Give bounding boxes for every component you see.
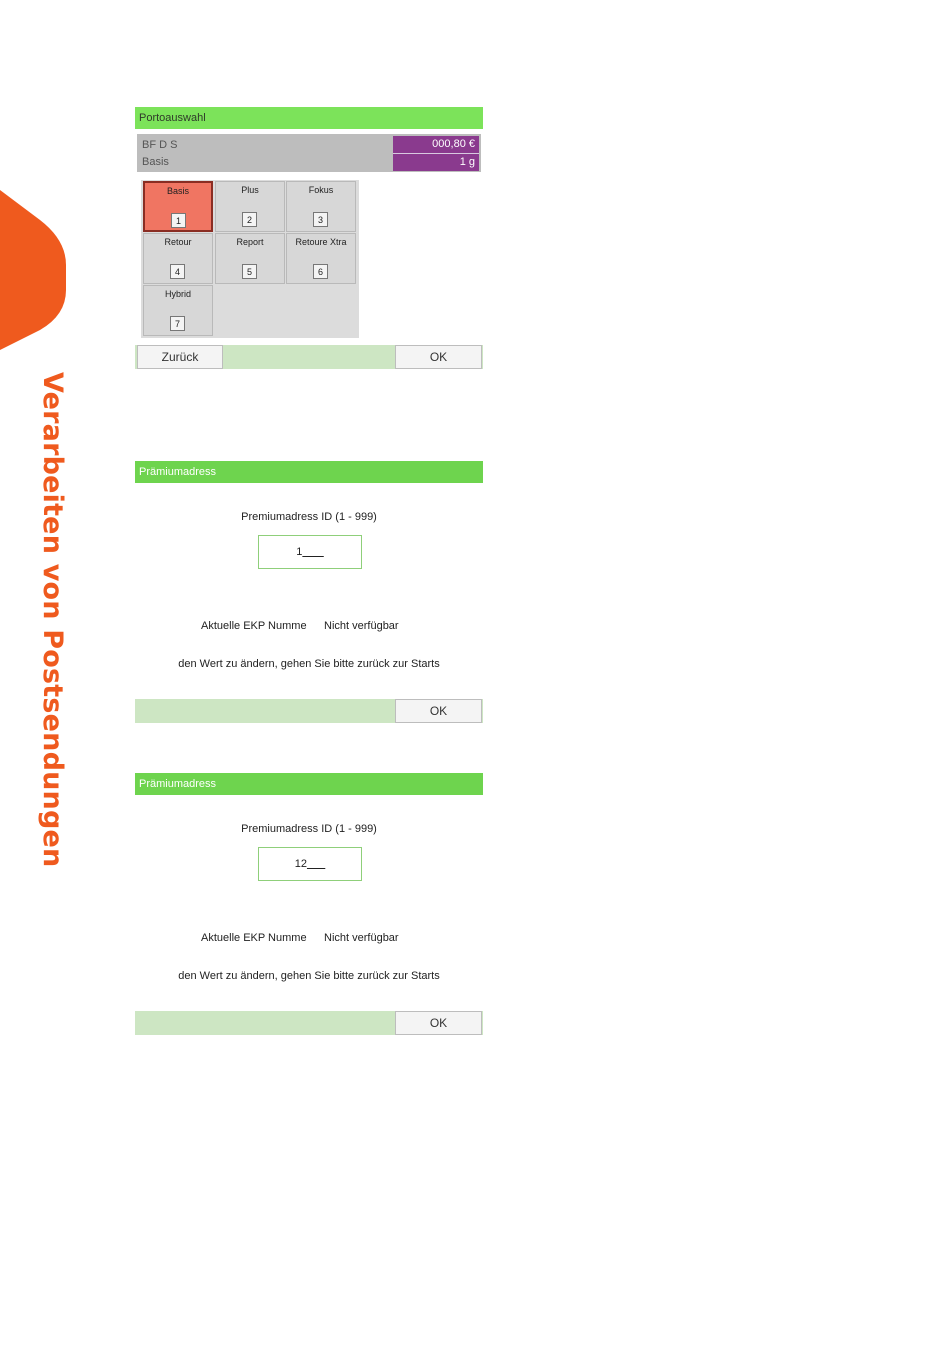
option-number: 4 [170, 264, 185, 279]
option-fokus[interactable] [286, 181, 356, 232]
option-number: 1 [171, 213, 186, 228]
option-plus[interactable] [215, 181, 285, 232]
field-label: Premiumadress ID (1 - 999) [241, 511, 377, 523]
premiumadress-screen [135, 773, 483, 1035]
option-label: Retour [164, 237, 192, 247]
option-retoure-xtra[interactable] [286, 233, 356, 284]
back-button[interactable]: Zurück [137, 345, 223, 369]
option-hybrid[interactable] [143, 285, 213, 336]
option-number: 2 [242, 212, 257, 227]
portoauswahl-screen [135, 107, 483, 369]
postage-display [393, 136, 479, 171]
bottom-bar [135, 699, 483, 723]
option-report[interactable] [215, 233, 285, 284]
option-number: 7 [170, 316, 185, 331]
option-label: Basis [166, 186, 189, 196]
postage-amount: 000,80 € [393, 136, 479, 154]
ekp-label: Aktuelle EKP Numme [201, 932, 307, 944]
bottom-bar [135, 1011, 483, 1035]
chapter-title: Verarbeiten von Postsendungen [37, 372, 68, 868]
input-value: 1 [296, 546, 303, 558]
option-number: 5 [242, 264, 257, 279]
ekp-value: Nicht verfügbar [324, 932, 399, 944]
hint-text: den Wert zu ändern, gehen Sie bitte zurück zur Starts [178, 970, 440, 982]
option-retour[interactable] [143, 233, 213, 284]
option-label: Plus [241, 185, 259, 195]
option-number: 6 [313, 264, 328, 279]
input-value: 12 [294, 858, 307, 870]
premiumadress-id-input[interactable] [258, 847, 362, 881]
product-code: BF D S [142, 139, 178, 151]
ok-button[interactable]: OK [395, 345, 482, 369]
ekp-value: Nicht verfügbar [324, 620, 399, 632]
ok-button[interactable]: OK [395, 699, 482, 723]
ok-button[interactable]: OK [395, 1011, 482, 1035]
chapter-tab [0, 190, 66, 350]
hint-text: den Wert zu ändern, gehen Sie bitte zurück zur Starts [178, 658, 440, 670]
premiumadress-id-input[interactable] [258, 535, 362, 569]
option-label: Hybrid [164, 289, 191, 299]
weight-value: 1 g [459, 156, 475, 168]
option-label: Report [236, 237, 264, 247]
screen-title: Prämiumadress [135, 773, 483, 795]
ekp-label: Aktuelle EKP Numme [201, 620, 307, 632]
screen-title: Portoauswahl [135, 107, 483, 129]
product-info-bar [137, 134, 481, 172]
option-label: Fokus [308, 185, 334, 195]
option-label: Retoure Xtra [295, 237, 347, 247]
field-label: Premiumadress ID (1 - 999) [241, 823, 377, 835]
option-number: 3 [313, 212, 328, 227]
screen-title: Prämiumadress [135, 461, 483, 483]
bottom-bar [135, 345, 483, 369]
product-sub: Basis [142, 156, 169, 168]
premiumadress-screen [135, 461, 483, 723]
option-basis[interactable] [143, 181, 213, 232]
